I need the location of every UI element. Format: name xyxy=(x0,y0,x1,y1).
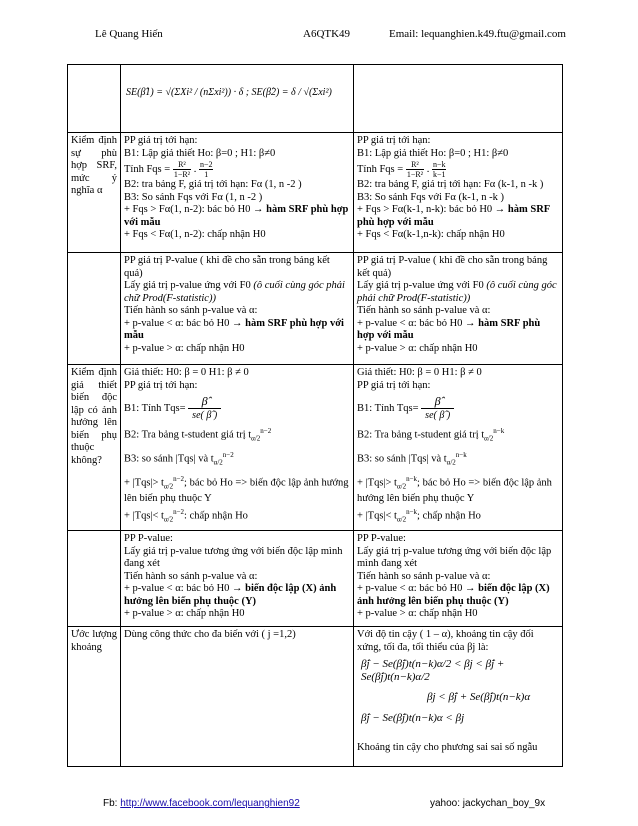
tqs-fraction: $\frac{\betâ}{se( \betâ )}$ xyxy=(188,394,221,423)
row-pvalue-f xyxy=(68,253,563,365)
author-name: Lê Quang Hiến xyxy=(95,28,163,40)
ci-right-cell: Với độ tin cậy ( 1 – α), khoảng tin cậy đối xứng, tối đa, tối thiểu của βj là: β̂j − Se(β̂j)t(n−k)α/2 < βj < β̂j + Se(β̂j)t(n−k)α/2 βj < β̂j + Se(β̂j)t(n−k)α β̂j − Se(β̂j)t(n−k)α < βj Khoảng tin cậy cho phương sai sai số ngẫu xyxy=(354,627,563,767)
pvalue-f-right-cell: PP giá trị P-value ( khi đề cho sẵn trong bảng kết quả) Lấy giá trị p-value ứng với F0 (ô cuối cùng góc phải chữ Prod(F-statistic)) Tiến hành so sánh p-value và α: + p-value < α: bác bỏ H0 → hàm SRF phù hợp với mẫu + p-value > α: chấp nhận H0 xyxy=(354,253,563,365)
yahoo-contact: yahoo: jackychan_boy_9x xyxy=(430,798,546,809)
class-code: A6QTK49 xyxy=(303,28,351,40)
page-header xyxy=(0,0,638,60)
fqs-fraction-df: $\frac{n-2}{1}$ xyxy=(199,160,213,179)
ci-formula-max: βj < β̂j + Se(β̂j)t(n−k)α xyxy=(427,691,531,703)
srf-right-cell: PP giá trị tới hạn: B1: Lập giả thiết Ho: β=0 ; H1: β≠0 Tính Fqs = $\frac{\text{R²}}{\text{1−R²}}$ . $\frac{n-k}{k-1}$ B2: tra bảng F, giá trị tới hạn: Fα (k-1, n -k ) B3: So sánh Fqs với Fα (k-1, n -k ) + Fqs > Fα(k-1, n-k): bác bỏ H0 → hàm SRF phù hợp với mẫu + Fqs < Fα(k-1,n-k): chấp nhận H0 xyxy=(354,133,563,253)
ci-formula-two-sided: β̂j − Se(β̂j)t(n−k)α/2 < βj < β̂j + Se(β̂j)t(n−k)α/2 xyxy=(361,658,505,683)
row-se xyxy=(68,65,563,133)
se-formula: SE(β̂1) = √(ΣXi² / (nΣxi²)) · δ ; SE(β̂2) = δ / √(Σxi²) xyxy=(126,87,332,98)
ttest-right-cell: Giả thiết: H0: β = 0 H1: β ≠ 0 PP giá trị tới hạn: B1: Tính Tqs= $\frac{\betâ}{se( \betâ )}$ B2: Tra bảng t-student giá trị $t_{\alpha/2}^{n-k}$ B3: so sánh |Tqs| và $t_{\alpha/2}^{n-k}$ + $|Tqs|> t_{\alpha/2}^{n-k}$; bác bỏ Ho => biến độc lập ảnh hướng lên biến phụ thuộc Y + $|Tqs|< t_{\alpha/2}^{n-k}$; chấp nhận Ho xyxy=(354,365,563,531)
fqs-fraction-r2: $\frac{\text{R²}}{\text{1−R²}}$ xyxy=(173,160,191,179)
fqs-fraction-r2: $\frac{\text{R²}}{\text{1−R²}}$ xyxy=(406,160,424,179)
srf-left-cell: PP giá trị tới hạn: B1: Lập giả thiết Ho: β=0 ; H1: β≠0 Tính Fqs = $\frac{\text{R²}}{\text{1−R²}}$ . $\frac{n-2}{1}$ B2: tra bảng F, giá trị tới hạn: Fα (1, n -2 ) B3: So sánh Fqs với Fα (1, n -2 ) + Fqs > Fα(1, n-2): bác bỏ H0 → hàm SRF phù hợp với mẫu + Fqs < Fα(1, n-2): chấp nhận H0 xyxy=(121,133,354,253)
row-label-srf: Kiểm định sự phù hợp SRF, mức ý nghĩa α xyxy=(68,133,121,253)
row-ttest xyxy=(68,365,563,531)
tqs-fraction: $\frac{\betâ}{se( \betâ )}$ xyxy=(421,394,454,423)
formula-table xyxy=(67,64,563,767)
ci-left-cell: Dùng công thức cho đa biến với ( j =1,2) xyxy=(121,627,354,767)
se-formula-cell xyxy=(121,65,354,133)
pvalue-t-left-cell: PP P-value: Lấy giá trị p-value tương ứng với biến độc lập mình đang xét Tiến hành so sánh p-value và α: + p-value < α: bác bỏ H0 → biến độc lập (X) ảnh hưởng lên biến phụ thuộc (Y) + p-value > α: chấp nhận H0 xyxy=(121,531,354,627)
row-label-ttest: Kiểm định giả thiết biến độc lập có ảnh hưởng lên biến phụ thuộc không? xyxy=(68,365,121,531)
pvalue-t-right-cell: PP P-value: Lấy giá trị p-value tương ứng với biến độc lập mình đang xét Tiến hành so sánh p-value và α: + p-value < α: bác bỏ H0 → biến độc lập (X) ảnh hưởng lên biến phụ thuộc (Y) + p-value > α: chấp nhận H0 xyxy=(354,531,563,627)
ttest-left-cell: Giả thiết: H0: β = 0 H1: β ≠ 0 PP giá trị tới hạn: B1: Tính Tqs= $\frac{\betâ}{se( \betâ )}$ B2: Tra bảng t-student giá trị $t_{\alpha/2}^{n-2}$ B3: so sánh |Tqs| và $t_{\alpha/2}^{n-2}$ + $|Tqs|> t_{\alpha/2}^{n-2}$; bác bỏ Ho => biến độc lập ảnh hướng lên biến phụ thuộc Y + $|Tqs|< t_{\alpha/2}^{n-2}$: chấp nhận Ho xyxy=(121,365,354,531)
row-label-ci: Ước lượng khoảng xyxy=(68,627,121,767)
facebook-link[interactable]: http://www.facebook.com/lequanghien92 xyxy=(120,798,300,809)
row-srf xyxy=(68,133,563,253)
fqs-fraction-df: $\frac{n-k}{k-1}$ xyxy=(432,160,446,179)
row-ci xyxy=(68,627,563,767)
pvalue-f-left-cell: PP giá trị P-value ( khi đề cho sẵn trong bảng kết quả) Lấy giá trị p-value ứng với F0 (ô cuối cùng góc phải chữ Prod(F-statistic)) Tiến hành so sánh p-value và α: + p-value < α: bác bỏ H0 → hàm SRF phù hợp với mẫu + p-value > α: chấp nhận H0 xyxy=(121,253,354,365)
page-footer: Fb: http://www.facebook.com/lequanghien92 yahoo: jackychan_boy_9x xyxy=(103,798,546,809)
row-pvalue-t xyxy=(68,531,563,627)
ci-formula-min: β̂j − Se(β̂j)t(n−k)α < βj xyxy=(361,711,465,724)
author-email: Email: lequanghien.k49.ftu@gmail.com xyxy=(389,28,566,40)
